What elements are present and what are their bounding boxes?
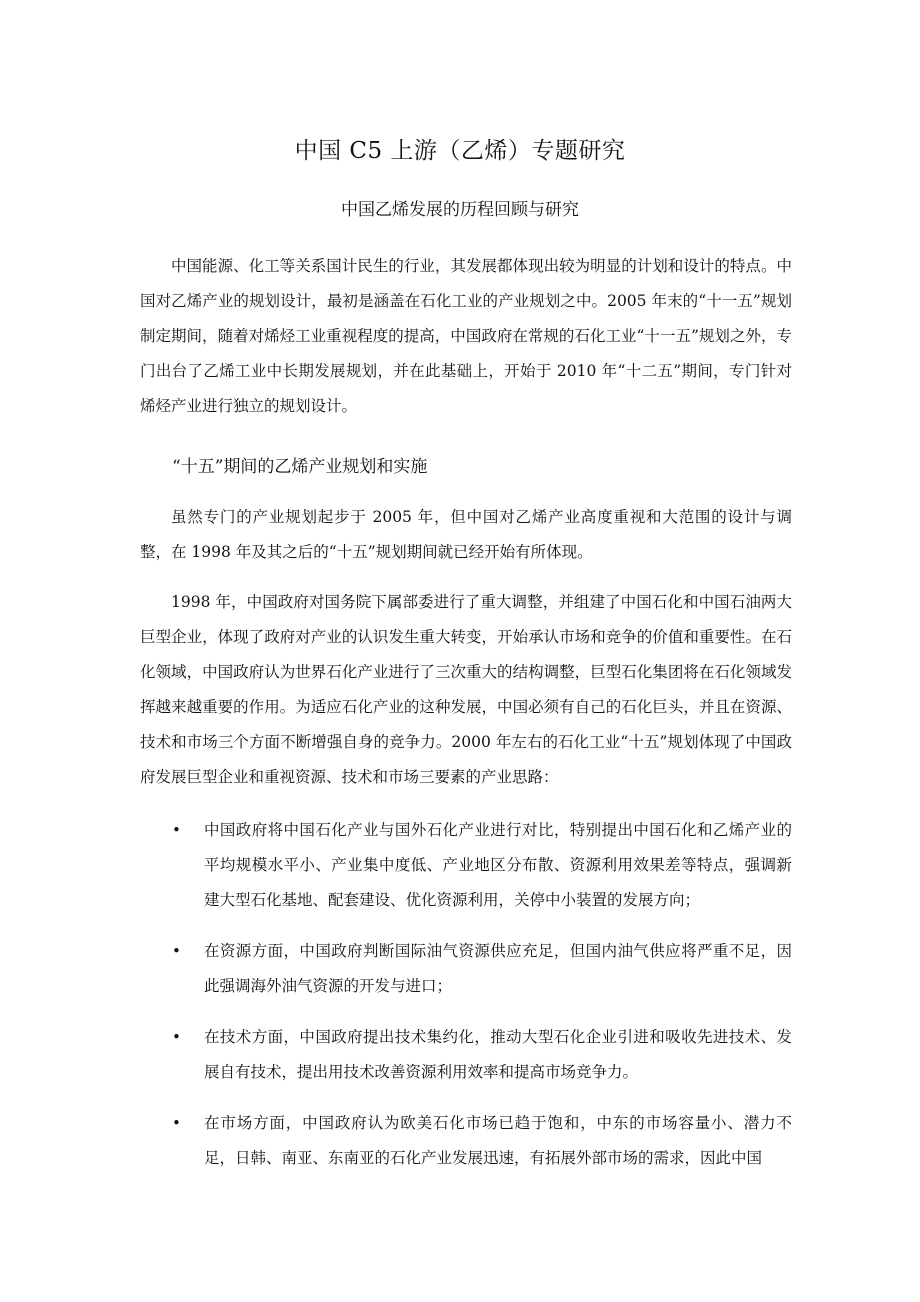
bullet-text: 在市场方面，中国政府认为欧美石化市场已趋于饱和，中东的市场容量小、潜力不足，日韩、南亚、东南亚的石化产业发展迅速，有拓展外部市场的需求，因此中国 — [204, 1114, 792, 1167]
document-title: 中国 C5 上游（乙烯）专题研究 — [294, 138, 626, 164]
bullet-text: 在技术方面，中国政府提出技术集约化，推动大型石化企业引进和吸收先进技术、发展自有技术，提出用技术改善资源利用效率和提高市场竞争力。 — [204, 1028, 792, 1081]
section-paragraph-2: 1998 年，中国政府对国务院下属部委进行了重大调整，并组建了中国石化和中国石油两大巨型企业，体现了政府对产业的认识发生重大转变，开始承认市场和竞争的价值和重要性。在石化领域，中国政府认为世界石化产业进行了三次重大的结构调整，巨型石化集团将在石化领域发挥越来越重要的作用。为适应石化产业的这种发展，中国必须有自己的石化巨头，并且在资源、技术和市场三个方面不断增强自身的竞争力。2000 年左右的石化工业“十五”规划体现了中国政府发展巨型企业和重视资源、技术和市场三要素的产业思路： — [140, 593, 792, 786]
bullet-item-scale — [140, 813, 792, 918]
bullet-text: 在资源方面，中国政府判断国际油气资源供应充足，但国内油气供应将严重不足，因此强调海外油气资源的开发与进口； — [204, 942, 792, 995]
bullet-text: 中国政府将中国石化产业与国外石化产业进行对比，特别提出中国石化和乙烯产业的平均规模水平小、产业集中度低、产业地区分布散、资源利用效果差等特点，强调新建大型石化基地、配套建设、优化资源利用，关停中小装置的发展方向； — [204, 821, 792, 909]
bullet-item-resources — [140, 934, 792, 1004]
bullet-dot-icon: • — [172, 942, 181, 960]
section-heading: “十五”期间的乙烯产业规划和实施 — [172, 457, 428, 477]
section-paragraph-1: 虽然专门的产业规划起步于 2005 年，但中国对乙烯产业高度重视和大范围的设计与调整，在 1998 年及其之后的“十五”规划期间就已经开始有所体现。 — [140, 508, 792, 561]
bullet-item-technology — [140, 1020, 792, 1090]
bullet-item-market — [140, 1106, 792, 1176]
bullet-list — [140, 813, 792, 1192]
bullet-dot-icon: • — [172, 1028, 181, 1046]
bullet-dot-icon: • — [172, 821, 181, 839]
document-subtitle: 中国乙烯发展的历程回顾与研究 — [341, 200, 579, 220]
intro-paragraph: 中国能源、化工等关系国计民生的行业，其发展都体现出较为明显的计划和设计的特点。中国对乙烯产业的规划设计，最初是涵盖在石化工业的产业规划之中。2005 年末的“十一五”规划制定期间，随着对烯烃工业重视程度的提高，中国政府在常规的石化工业“十一五”规划之外，专门出台了乙烯工业中长期发展规划，并在此基础上，开始于 2010 年“十二五”期间，专门针对烯烃产业进行独立的规划设计。 — [140, 257, 792, 415]
bullet-dot-icon: • — [172, 1114, 181, 1132]
